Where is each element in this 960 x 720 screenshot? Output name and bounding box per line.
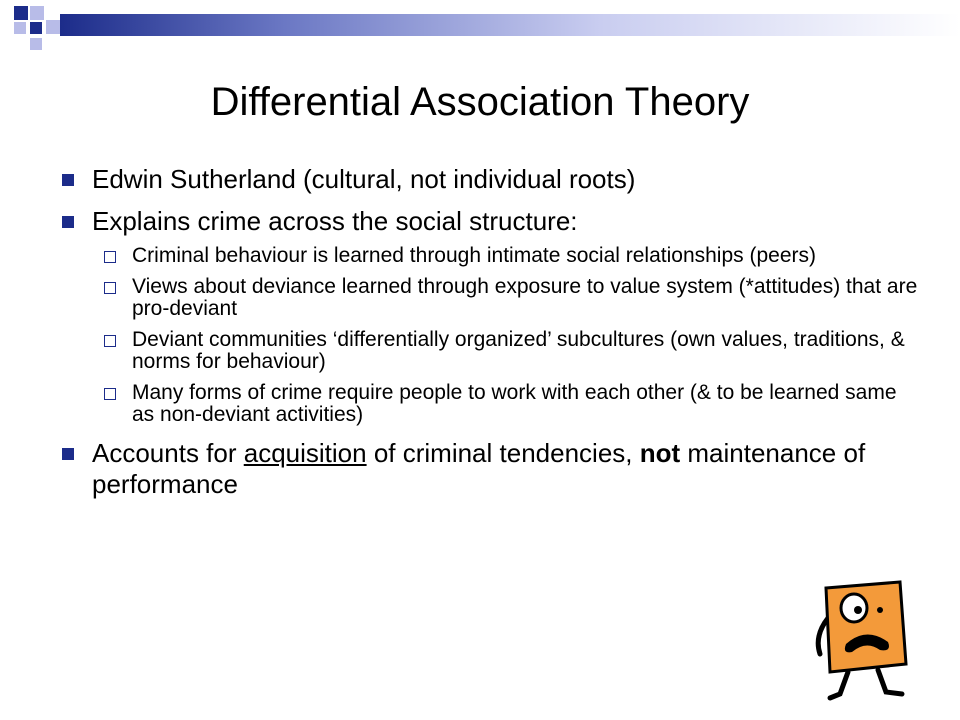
decorative-square	[30, 22, 42, 34]
hollow-square-bullet-icon	[104, 388, 116, 400]
square-bullet-icon	[62, 448, 74, 460]
decorative-square	[46, 20, 60, 34]
bullet-text: Edwin Sutherland (cultural, not individual roots)	[92, 164, 636, 194]
bullet-item	[62, 206, 922, 237]
sub-bullet-item	[62, 329, 922, 373]
decorative-square	[14, 6, 28, 20]
hollow-square-bullet-icon	[104, 282, 116, 294]
sub-bullet-item	[62, 245, 922, 267]
square-bullet-icon	[62, 174, 74, 186]
hollow-square-bullet-icon	[104, 251, 116, 263]
header-gradient-band	[60, 14, 960, 36]
slide-title: Differential Association Theory	[210, 80, 750, 124]
sub-bullet-text: Many forms of crime require people to work with each other (& to be learned same as non-deviant activities)	[132, 381, 897, 426]
decorative-square	[14, 22, 26, 34]
slide-body	[62, 164, 922, 511]
hollow-square-bullet-icon	[104, 335, 116, 347]
bold-term: not	[639, 438, 681, 468]
square-bullet-icon	[62, 216, 74, 228]
decorative-square	[30, 38, 42, 50]
bullet-text-pre: Accounts for	[92, 438, 244, 468]
bullet-item	[62, 438, 922, 500]
bullet-text: Explains crime across the social structure:	[92, 206, 578, 236]
bullet-text-post: maintenance of performance	[92, 438, 866, 499]
sub-bullet-item	[62, 276, 922, 320]
bullet-text-mid: of criminal tendencies,	[366, 438, 640, 468]
underlined-term: acquisition	[243, 438, 367, 468]
sub-bullet-text: Criminal behaviour is learned through intimate social relationships (peers)	[132, 244, 816, 267]
worried-face-cartoon-icon	[808, 580, 920, 708]
sub-bullet-text: Views about deviance learned through exposure to value system (*attitudes) that are pro-deviant	[132, 275, 918, 320]
sub-bullet-item	[62, 382, 922, 426]
bullet-item	[62, 164, 922, 195]
sub-bullet-text: Deviant communities ‘differentially organized’ subcultures (own values, traditions, & norms for behaviour)	[132, 328, 905, 373]
decorative-square	[30, 6, 44, 20]
